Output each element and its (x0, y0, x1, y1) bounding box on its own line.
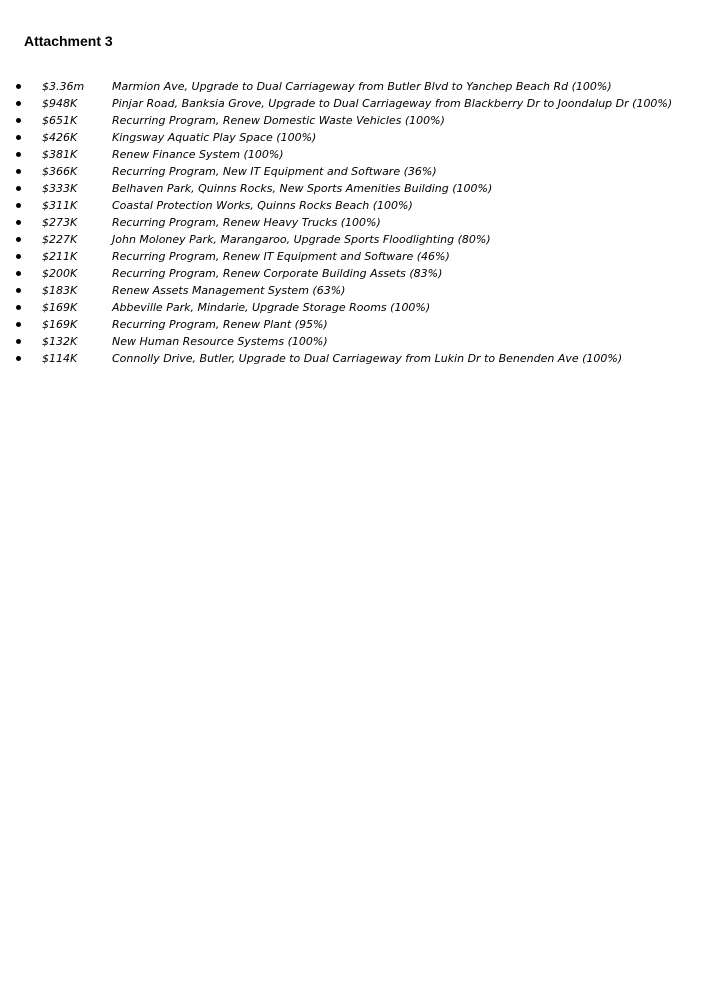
project-description: Pinjar Road, Banksia Grove, Upgrade to Dual Carriageway from Blackberry Dr to Joondalup Dr (100%) (112, 97, 673, 110)
project-list-item (0, 180, 706, 197)
project-list (0, 78, 706, 367)
project-amount: $333K (42, 182, 78, 195)
project-list-item (0, 265, 706, 282)
project-amount: $3.36m (42, 80, 85, 93)
project-list-item (0, 78, 706, 95)
project-amount: $311K (42, 199, 78, 212)
project-description: Coastal Protection Works, Quinns Rocks Beach (100%) (112, 199, 413, 212)
bullet-icon (16, 271, 21, 276)
bullet-icon (16, 203, 21, 208)
project-list-item (0, 163, 706, 180)
project-amount: $169K (42, 301, 78, 314)
project-amount: $132K (42, 335, 78, 348)
project-amount: $114K (42, 352, 78, 365)
project-description: John Moloney Park, Marangaroo, Upgrade Sports Floodlighting (80%) (112, 233, 491, 246)
project-amount: $227K (42, 233, 78, 246)
project-list-item (0, 248, 706, 265)
project-description: Recurring Program, Renew Heavy Trucks (100%) (112, 216, 381, 229)
project-list-item (0, 282, 706, 299)
bullet-icon (16, 186, 21, 191)
project-list-item (0, 316, 706, 333)
project-amount: $948K (42, 97, 78, 110)
project-amount: $426K (42, 131, 78, 144)
bullet-icon (16, 356, 21, 361)
project-list-item (0, 146, 706, 163)
bullet-icon (16, 135, 21, 140)
attachment-heading: Attachment 3 (24, 33, 113, 49)
bullet-icon (16, 237, 21, 242)
project-description: Renew Assets Management System (63%) (112, 284, 346, 297)
bullet-icon (16, 254, 21, 259)
project-list-item (0, 197, 706, 214)
bullet-icon (16, 339, 21, 344)
project-description: Abbeville Park, Mindarie, Upgrade Storage Rooms (100%) (112, 301, 431, 314)
project-amount: $651K (42, 114, 78, 127)
project-description: Renew Finance System (100%) (112, 148, 284, 161)
project-description: New Human Resource Systems (100%) (112, 335, 328, 348)
project-description: Kingsway Aquatic Play Space (100%) (112, 131, 317, 144)
project-description: Recurring Program, Renew Domestic Waste Vehicles (100%) (112, 114, 445, 127)
project-amount: $273K (42, 216, 78, 229)
bullet-icon (16, 84, 21, 89)
project-description: Recurring Program, New IT Equipment and Software (36%) (112, 165, 437, 178)
project-description: Belhaven Park, Quinns Rocks, New Sports Amenities Building (100%) (112, 182, 493, 195)
project-description: Connolly Drive, Butler, Upgrade to Dual Carriageway from Lukin Dr to Benenden Ave (100%) (112, 352, 623, 365)
project-list-item (0, 299, 706, 316)
project-description: Marmion Ave, Upgrade to Dual Carriageway from Butler Blvd to Yanchep Beach Rd (100%) (112, 80, 612, 93)
project-description: Recurring Program, Renew IT Equipment and Software (46%) (112, 250, 450, 263)
bullet-icon (16, 118, 21, 123)
bullet-icon (16, 152, 21, 157)
bullet-icon (16, 322, 21, 327)
bullet-icon (16, 305, 21, 310)
project-description: Recurring Program, Renew Plant (95%) (112, 318, 328, 331)
project-list-item (0, 231, 706, 248)
bullet-icon (16, 169, 21, 174)
project-list-item (0, 350, 706, 367)
bullet-icon (16, 101, 21, 106)
project-list-item (0, 112, 706, 129)
project-list-item (0, 214, 706, 231)
project-amount: $211K (42, 250, 78, 263)
project-list-item (0, 129, 706, 146)
bullet-icon (16, 220, 21, 225)
project-amount: $366K (42, 165, 78, 178)
project-amount: $381K (42, 148, 78, 161)
project-description: Recurring Program, Renew Corporate Building Assets (83%) (112, 267, 443, 280)
project-list-item (0, 95, 706, 112)
project-list-item (0, 333, 706, 350)
project-amount: $183K (42, 284, 78, 297)
project-amount: $200K (42, 267, 78, 280)
project-amount: $169K (42, 318, 78, 331)
bullet-icon (16, 288, 21, 293)
